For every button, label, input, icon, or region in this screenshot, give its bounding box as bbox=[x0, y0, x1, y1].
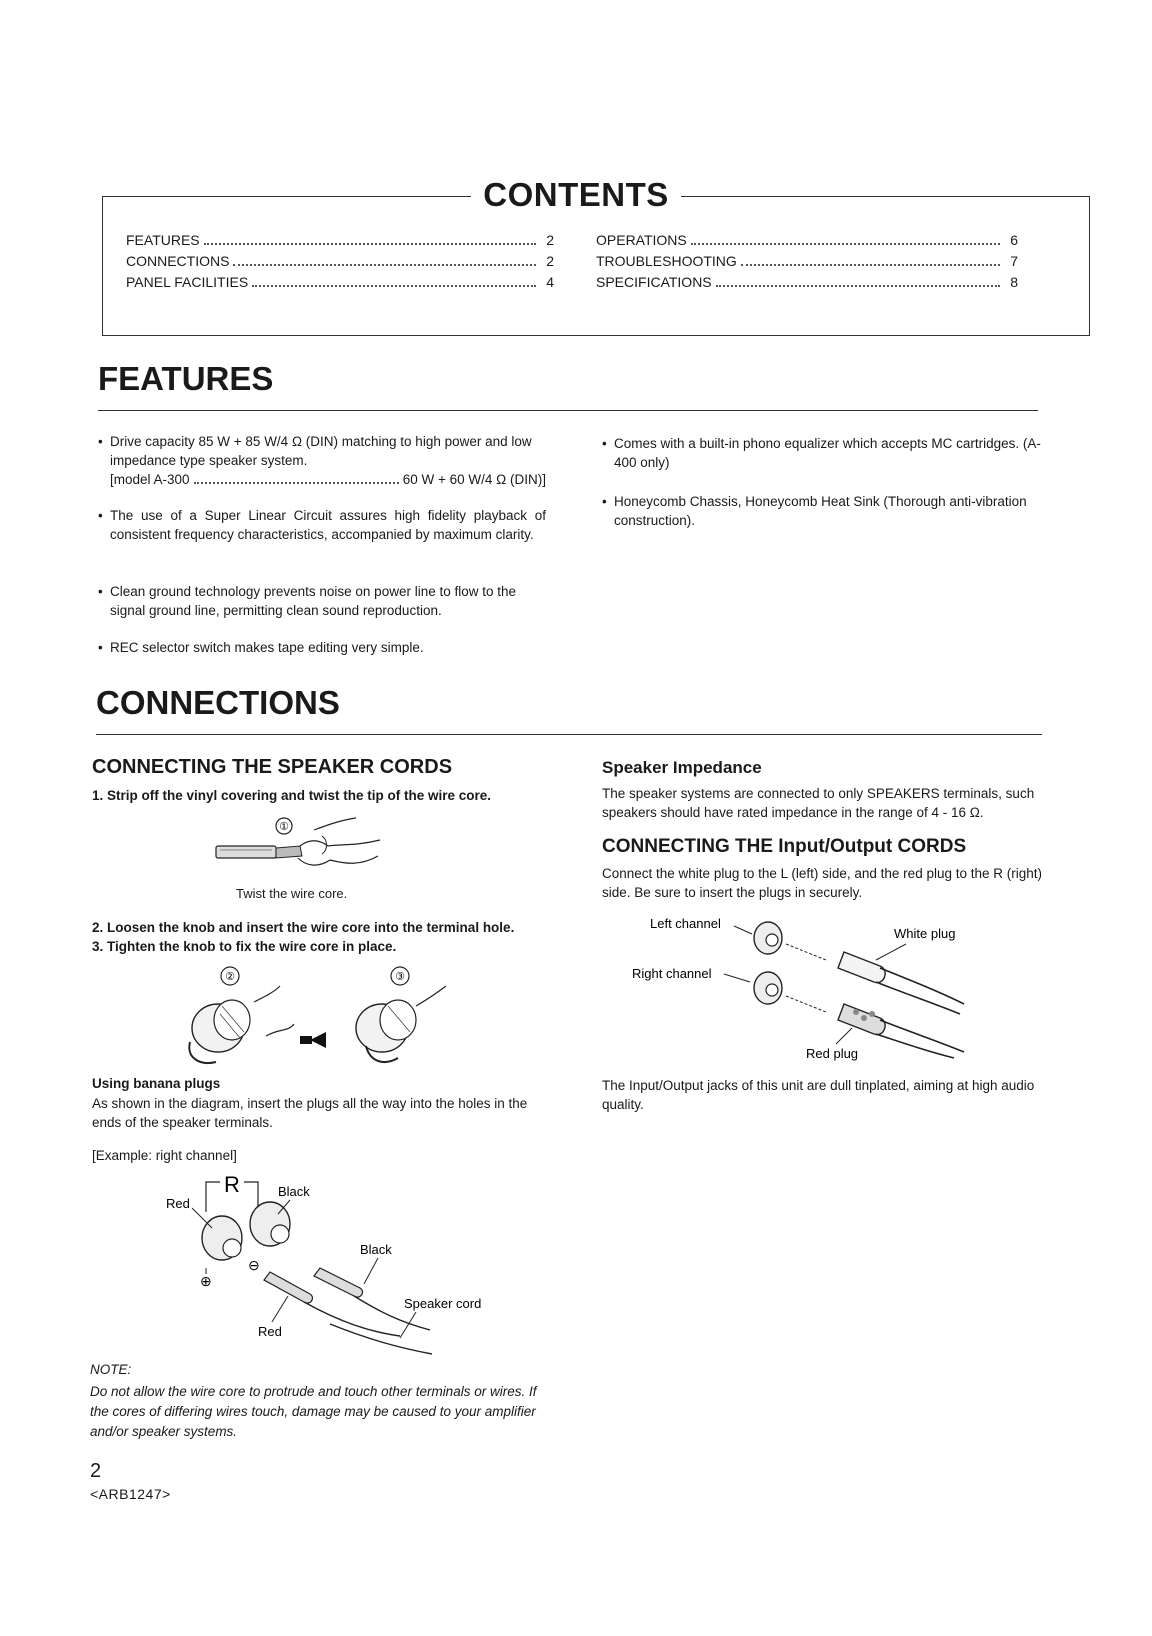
red-plug-label: Red plug bbox=[806, 1046, 859, 1061]
contents-title: CONTENTS bbox=[0, 176, 1152, 214]
feature-bullet-honeycomb: • Honeycomb Chassis, Honeycomb Heat Sink (Thorough anti-vibration construction). bbox=[602, 494, 1027, 528]
terminal-knob-illustration bbox=[170, 962, 460, 1074]
diagram-black-label: Black bbox=[278, 1184, 310, 1199]
contents-left-column bbox=[126, 230, 554, 293]
circle-3-label: ③ bbox=[395, 971, 405, 983]
diagram-speaker-cord-label: Speaker cord bbox=[404, 1296, 482, 1311]
feature-bullet-phono-equalizer: • Comes with a built-in phono equalizer which accepts MC cartridges. (A-400 only) bbox=[602, 436, 1041, 470]
toc-item-panel-facilities[interactable]: PANEL FACILITIES 4 bbox=[126, 274, 554, 290]
feature-bullet-super-linear: • The use of a Super Linear Circuit assures high fidelity playback of consistent frequency characteristics, accompanied by maximum clarity. bbox=[98, 508, 546, 542]
rca-plug-diagram bbox=[630, 908, 990, 1068]
toc-item-connections[interactable]: CONNECTIONS 2 bbox=[126, 253, 554, 269]
connections-title: CONNECTIONS bbox=[96, 684, 340, 721]
jacks-text: The Input/Output jacks of this unit are dull tinplated, aiming at high audio quality. bbox=[602, 1078, 1035, 1112]
toc-item-features[interactable]: FEATURES 2 bbox=[126, 232, 554, 248]
speaker-impedance-text: The speaker systems are connected to only SPEAKERS terminals, such speakers should have rated impedance in the range of 4 - 16 Ω. bbox=[602, 786, 1035, 820]
document-code: <ARB1247> bbox=[90, 1486, 171, 1502]
diagram-r-label: R bbox=[224, 1172, 240, 1197]
feature-bullet-drive-capacity: • Drive capacity 85 W + 85 W/4 Ω (DIN) matching to high power and low impedance type speaker system. [model A-300 60 W + 60 W/4 Ω (DIN)] bbox=[98, 434, 546, 487]
diagram-plus-label: ⊕ bbox=[200, 1273, 212, 1289]
note-text: Do not allow the wire core to protrude and touch other terminals or wires. If the cores of differing wires touch, damage may be caused to your amplifier and/or speaker systems. bbox=[90, 1384, 537, 1439]
toc-item-troubleshooting[interactable]: TROUBLESHOOTING 7 bbox=[596, 253, 1018, 269]
circle-2-label: ② bbox=[225, 971, 235, 983]
feature-bullet-clean-ground: • Clean ground technology prevents noise on power line to flow to the signal ground line, permitting clean sound reproduction. bbox=[98, 584, 517, 618]
circle-1-label: ① bbox=[279, 821, 289, 833]
step-2: 2. Loosen the knob and insert the wire core into the terminal hole. bbox=[92, 920, 515, 935]
banana-plugs-text: As shown in the diagram, insert the plugs all the way into the holes in the ends of the speaker terminals. bbox=[92, 1096, 528, 1130]
features-rule bbox=[98, 410, 1038, 411]
twist-caption: Twist the wire core. bbox=[236, 886, 348, 901]
io-cords-text: Connect the white plug to the L (left) side, and the red plug to the R (right) side. Be sure to insert the plugs in securely. bbox=[602, 866, 1043, 900]
diagram-black2-label: Black bbox=[360, 1242, 392, 1257]
right-channel-label: Right channel bbox=[632, 966, 712, 981]
left-channel-label: Left channel bbox=[650, 916, 721, 931]
diagram-red2-label: Red bbox=[258, 1324, 282, 1339]
twist-wire-illustration bbox=[210, 810, 390, 888]
page-number: 2 bbox=[90, 1460, 102, 1482]
white-plug-label: White plug bbox=[894, 926, 956, 941]
toc-item-specifications[interactable]: SPECIFICATIONS 8 bbox=[596, 274, 1018, 290]
note-title: NOTE: bbox=[90, 1362, 132, 1377]
contents-right-column bbox=[596, 230, 1018, 293]
feature-bullet-rec-selector: • REC selector switch makes tape editing very simple. bbox=[98, 640, 424, 655]
banana-plugs-title: Using banana plugs bbox=[92, 1076, 221, 1091]
example-label: [Example: right channel] bbox=[92, 1148, 237, 1163]
diagram-minus-label: ⊖ bbox=[248, 1257, 260, 1273]
step-1: 1. Strip off the vinyl covering and twist the tip of the wire core. bbox=[92, 788, 492, 803]
connections-rule bbox=[96, 734, 1042, 735]
banana-plug-diagram bbox=[160, 1172, 500, 1362]
diagram-red-label: Red bbox=[166, 1196, 190, 1211]
features-title: FEATURES bbox=[98, 360, 274, 397]
io-cords-title: CONNECTING THE Input/Output CORDS bbox=[602, 836, 967, 857]
step-3: 3. Tighten the knob to fix the wire core in place. bbox=[92, 939, 397, 954]
toc-item-operations[interactable]: OPERATIONS 6 bbox=[596, 232, 1018, 248]
speaker-cords-title: CONNECTING THE SPEAKER CORDS bbox=[92, 756, 453, 778]
speaker-impedance-title: Speaker Impedance bbox=[602, 758, 762, 777]
